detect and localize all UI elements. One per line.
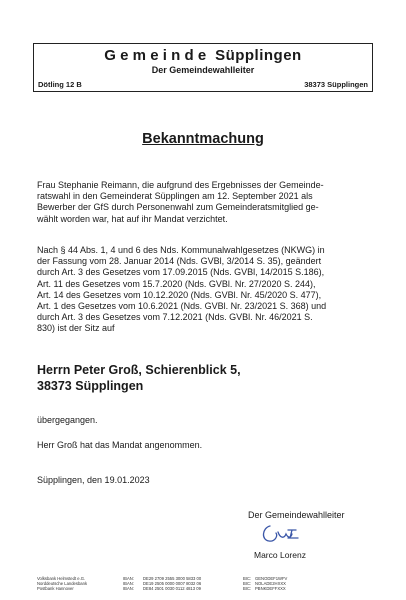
bic-labels bbox=[243, 576, 251, 592]
office-subtitle: Der Gemeindewahlleiter bbox=[151, 65, 255, 75]
bic-label: BIC: bbox=[243, 581, 252, 587]
municipality-title bbox=[34, 47, 372, 64]
successor-name-street: Herrn Peter Groß, Schierenblick 5, bbox=[37, 363, 241, 377]
successor-city: 38373 Süpplingen bbox=[37, 379, 144, 393]
bic-value: GENODEF1WFV bbox=[255, 576, 288, 581]
paragraph-line: Nach § 44 Abs. 1, 4 und 6 des Nds. Kommunalwahlgesetzes (NKWG) in bbox=[37, 245, 325, 255]
bank-name: Volksbank Helmstedt e.G. bbox=[37, 576, 86, 581]
bic-values bbox=[255, 576, 287, 592]
iban-label: IBAN: bbox=[123, 581, 134, 587]
paragraph-line: der Fassung vom 28. Januar 2014 (Nds. GVBl, 3/2014 S. 35), geändert bbox=[37, 256, 322, 267]
paragraph-line: Bewerber der GfS durch Personenwahl zum Gemeinderatsmitglied ge- bbox=[37, 202, 319, 213]
bank-name: Postbank Hannover bbox=[37, 586, 74, 592]
paragraph-resignation bbox=[37, 180, 377, 225]
paragraph-line: ratswahl in den Gemeinderat Süpplingen am 12. September 2021 als bbox=[37, 191, 313, 202]
signature-block bbox=[248, 510, 378, 560]
paragraph-line: Art. 11 des Gesetzes vom 15.7.2020 (Nds. GVBl. Nr. 27/2020 S. 244), bbox=[37, 278, 316, 289]
document-heading: Bekanntmachung bbox=[142, 131, 264, 147]
transferred-text: übergegangen. bbox=[37, 415, 98, 425]
paragraph-line: durch Art. 3 des Gesetzes vom 17.09.2015 (Nds. GVBl, 14/2015 S.186), bbox=[37, 267, 325, 278]
street-address: Dötling 12 B bbox=[38, 80, 82, 89]
paragraph-line: wählt worden war, hat auf ihr Mandat verzichtet. bbox=[37, 213, 228, 224]
paragraph-line: durch Art. 3 des Gesetzes vom 7.12.2021 (Nds. GVBl. Nr. 46/2021 S. bbox=[37, 312, 313, 323]
iban-labels bbox=[123, 576, 134, 592]
iban-value: DE84 2501 0030 0112 4813 09 bbox=[143, 586, 201, 592]
iban-label: IBAN: bbox=[123, 576, 134, 581]
bic-label: BIC: bbox=[243, 576, 252, 581]
bank-names bbox=[37, 576, 87, 592]
paragraph-line: Art. 14 des Gesetzes vom 10.12.2020 (Nds. GVBl. Nr. 45/2020 S. 477), bbox=[37, 289, 322, 300]
signatory-name: Marco Lorenz bbox=[254, 550, 306, 560]
bic-value: PBNKDEFFXXX bbox=[255, 586, 286, 592]
iban-value: DE19 2505 0000 0007 8032 06 bbox=[143, 581, 202, 587]
municipality-title-prefix: Gemeinde bbox=[104, 47, 211, 64]
successor-address bbox=[37, 362, 241, 394]
municipality-title-name: Süpplingen bbox=[215, 47, 302, 64]
signature-title: Der Gemeindewahlleiter bbox=[248, 510, 345, 520]
postal-address: 38373 Süpplingen bbox=[304, 80, 368, 89]
iban-label: IBAN: bbox=[123, 586, 134, 592]
paragraph-line: Frau Stephanie Reimann, die aufgrund des Ergebnisses der Gemeinde- bbox=[37, 180, 324, 190]
iban-value: DE29 2709 2555 3000 5833 00 bbox=[143, 576, 202, 581]
acceptance-text: Herr Groß hat das Mandat angenommen. bbox=[37, 440, 203, 450]
iban-values bbox=[143, 576, 201, 592]
paragraph-line: Art. 1 des Gesetzes vom 10.6.2021 (Nds. GVBl. Nr. 23/2021 S. 368) und bbox=[37, 301, 327, 312]
handwritten-signature bbox=[258, 522, 302, 546]
bank-details-footer bbox=[37, 576, 377, 596]
paragraph-line: 830) ist der Sitz auf bbox=[37, 323, 115, 334]
bic-value: NOLADE2HXXX bbox=[255, 581, 286, 587]
bic-label: BIC: bbox=[243, 586, 252, 592]
paragraph-legal-basis bbox=[37, 245, 377, 335]
bank-name: Norddeutsche Landesbank bbox=[37, 581, 88, 587]
place-date: Süpplingen, den 19.01.2023 bbox=[37, 475, 150, 485]
letterhead bbox=[33, 43, 373, 92]
